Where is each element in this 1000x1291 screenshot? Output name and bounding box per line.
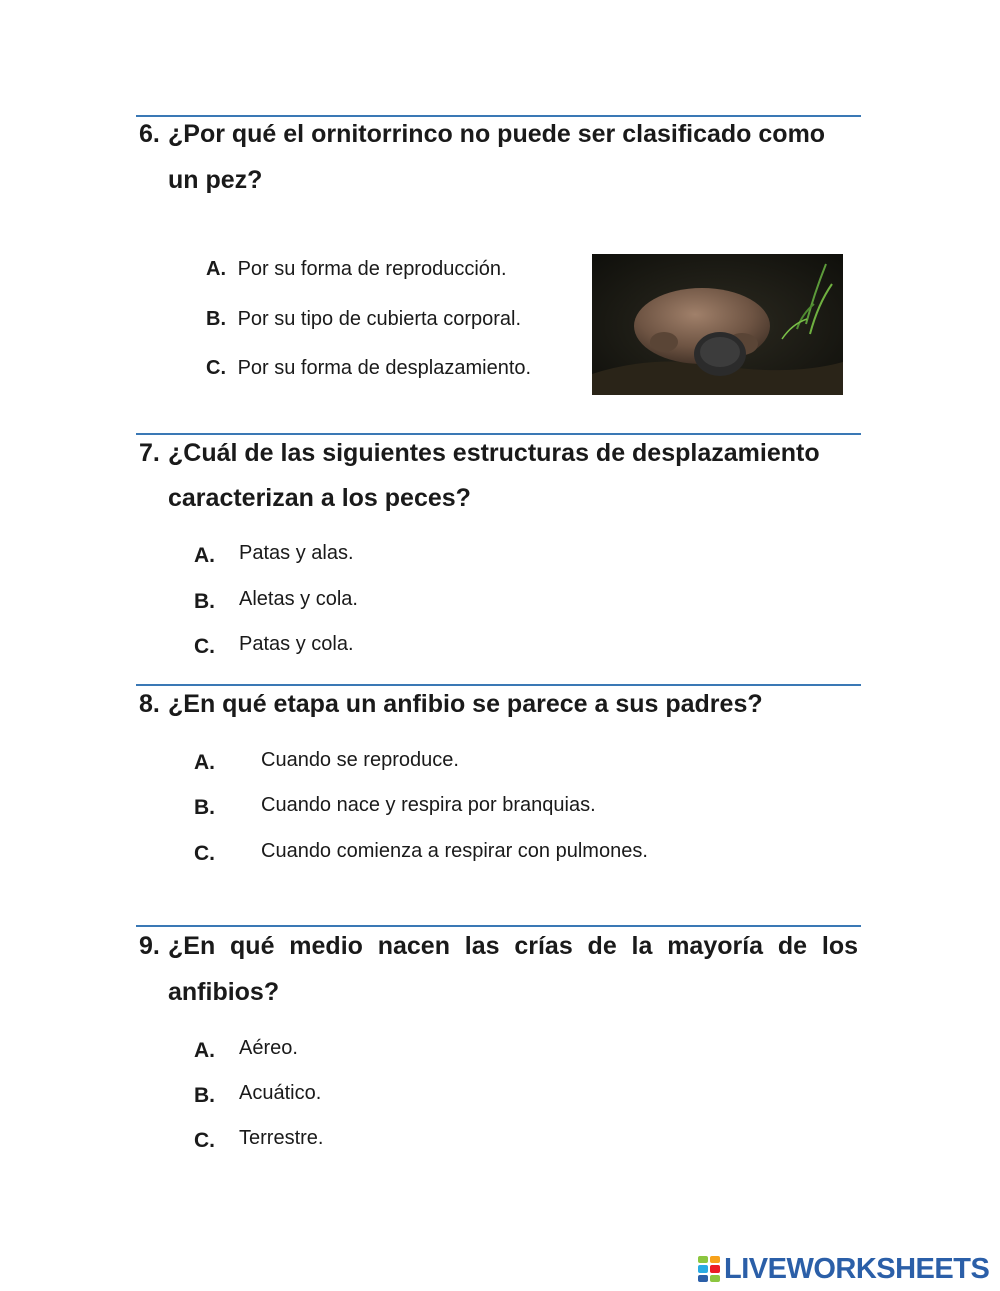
question-8-option-c-letter: C. bbox=[194, 842, 215, 865]
option-text: Por su tipo de cubierta corporal. bbox=[237, 308, 522, 330]
question-7-top-rule bbox=[136, 433, 861, 435]
liveworksheets-logo bbox=[698, 1254, 989, 1284]
question-9-option-c-letter: C. bbox=[194, 1129, 215, 1152]
option-text: Por su forma de reproducción. bbox=[237, 258, 507, 280]
question-6-top-rule bbox=[136, 115, 861, 117]
question-9-option-a-text[interactable]: Aéreo. bbox=[239, 1037, 298, 1059]
question-7-text-line1: ¿Cuál de las siguientes estructuras de desplazamiento bbox=[168, 439, 820, 467]
question-7-text-line2: caracterizan a los peces? bbox=[168, 484, 471, 512]
question-7-option-b-letter: B. bbox=[194, 590, 215, 613]
option-letter: A. bbox=[206, 258, 226, 280]
question-9-number: 9. bbox=[139, 932, 160, 960]
question-9-text-line1: ¿En qué medio nacen las crías de la mayoría de los bbox=[168, 932, 858, 960]
question-6-option-c[interactable] bbox=[206, 357, 531, 380]
question-7-option-b-text[interactable]: Aletas y cola. bbox=[239, 588, 358, 610]
question-8-option-b-letter: B. bbox=[194, 796, 215, 819]
question-7-option-a-text[interactable]: Patas y alas. bbox=[239, 542, 354, 564]
question-6-text-line1: ¿Por qué el ornitorrinco no puede ser clasificado como bbox=[168, 120, 826, 148]
logo-text: LIVEWORKSHEETS bbox=[724, 1252, 990, 1285]
question-9-option-b-letter: B. bbox=[194, 1084, 215, 1107]
question-8-number: 8. bbox=[139, 690, 160, 718]
question-7-option-c-letter: C. bbox=[194, 635, 215, 658]
question-6-option-a[interactable] bbox=[206, 258, 507, 281]
question-8-option-a-letter: A. bbox=[194, 751, 215, 774]
question-9-option-a-letter: A. bbox=[194, 1039, 215, 1062]
question-9-top-rule bbox=[136, 925, 861, 927]
platypus-illustration bbox=[592, 254, 843, 395]
question-8-top-rule bbox=[136, 684, 861, 686]
question-8-option-c-text[interactable]: Cuando comienza a respirar con pulmones. bbox=[261, 840, 648, 862]
question-9-option-c-text[interactable]: Terrestre. bbox=[239, 1127, 324, 1149]
question-6-option-b[interactable] bbox=[206, 308, 521, 331]
question-6-text-line2: un pez? bbox=[168, 166, 263, 194]
option-letter: B. bbox=[206, 308, 226, 330]
question-9-option-b-text[interactable]: Acuático. bbox=[239, 1082, 322, 1104]
question-8-option-a-text[interactable]: Cuando se reproduce. bbox=[261, 749, 459, 771]
question-8-option-b-text[interactable]: Cuando nace y respira por branquias. bbox=[261, 794, 596, 816]
question-8-text-line1: ¿En qué etapa un anfibio se parece a sus padres? bbox=[168, 690, 763, 718]
platypus-photo bbox=[592, 254, 843, 395]
option-text: Por su forma de desplazamiento. bbox=[237, 357, 532, 379]
question-7-number: 7. bbox=[139, 439, 160, 467]
question-6-number: 6. bbox=[139, 120, 160, 148]
question-7-option-c-text[interactable]: Patas y cola. bbox=[239, 633, 354, 655]
question-7-option-a-letter: A. bbox=[194, 544, 215, 567]
logo-blocks-icon bbox=[698, 1256, 720, 1282]
option-letter: C. bbox=[206, 357, 226, 379]
question-9-text-line2: anfibios? bbox=[168, 978, 280, 1006]
